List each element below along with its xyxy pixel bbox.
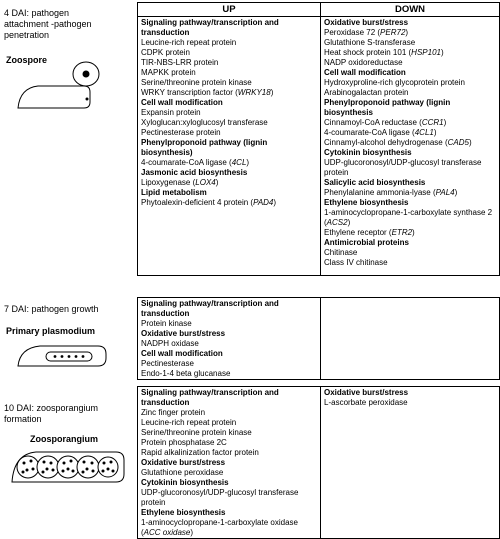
category-heading: Cell wall modification	[324, 68, 406, 77]
category-heading: Lipid metabolism	[141, 188, 207, 197]
gene-item	[141, 418, 317, 428]
gene-description: Hydroxyproline-rich glycoprotein protein	[324, 78, 465, 87]
gene-description: CDPK protein	[141, 48, 190, 57]
gene-description: Rapid alkalinization factor protein	[141, 448, 259, 457]
down-cell	[321, 387, 500, 539]
gene-item	[324, 78, 496, 88]
stage-label-line: 10 DAI: zoosporangium	[4, 403, 99, 413]
gene-item: Cinnamoyl-CoA reductase (CCR1)	[324, 118, 447, 127]
gene-description: MAPKK protein	[141, 68, 196, 77]
gene-item: Cinnamyl-alcohol dehydrogenase (CAD5)	[324, 138, 472, 147]
gene-description: 1-aminocyclopropane-1-carboxylate synthase 2	[324, 208, 493, 217]
gene-description: Xyloglucan:xyloglucosyl transferase	[141, 118, 268, 127]
gene-description: Expansin protein	[141, 108, 201, 117]
stage-label-line: attachment -pathogen	[4, 19, 92, 29]
category-heading: Oxidative burst/stress	[324, 388, 409, 397]
zoosporangia	[17, 456, 118, 478]
gene-description: NADPH oxidase	[141, 339, 199, 348]
up-cell	[138, 17, 321, 276]
gene-symbol: PER72	[380, 28, 406, 37]
gene-item: Phenylalanine ammonia-lyase (PAL4)	[324, 188, 458, 197]
gene-item	[141, 48, 317, 58]
category-heading: Oxidative burst/stress	[324, 18, 409, 27]
gene-item	[324, 158, 496, 178]
gene-description: UDP-glucoronosyl/UDP-glucosyl transferase protein	[324, 158, 482, 177]
category-heading: Signaling pathway/transcription and transduction	[141, 388, 279, 407]
stage-label-line: 7 DAI: pathogen growth	[4, 304, 99, 314]
category-heading: Signaling pathway/transcription and transduction	[141, 18, 279, 37]
header-down: DOWN	[321, 3, 500, 17]
category-heading: Ethylene biosynthesis	[324, 198, 409, 207]
gene-description: Chitinase	[324, 248, 358, 257]
gene-item	[324, 248, 496, 258]
penetration-point	[86, 98, 89, 101]
gene-symbol: ACC oxidase	[143, 528, 191, 537]
zoosporangium-illustration	[12, 448, 132, 488]
gene-description: Glutathione peroxidase	[141, 468, 224, 477]
gene-item	[141, 468, 317, 478]
gene-description: Ethylene receptor	[324, 228, 387, 237]
gene-item	[324, 88, 496, 98]
gene-item	[324, 398, 496, 408]
gene-symbol: LOX4	[195, 178, 216, 187]
gene-item	[141, 58, 317, 68]
gene-item: Ethylene receptor (ETR2)	[324, 228, 415, 237]
gene-item: Peroxidase 72 (PER72)	[324, 28, 409, 37]
gene-symbol: ACS2	[326, 218, 348, 227]
stage-label-line: formation	[4, 414, 42, 424]
gene-description: Serine/threonine protein kinase	[141, 78, 252, 87]
host-cell-outline	[18, 86, 90, 108]
gene-description: Lipoxygenase	[141, 178, 191, 187]
zoospore-nucleus	[83, 71, 90, 78]
primary-plasmodium-title: Primary plasmodium	[6, 326, 96, 336]
gene-description: UDP-glucoronosyl/UDP-glucosyl transferase protein	[141, 488, 299, 507]
gene-description: Peroxidase 72	[324, 28, 376, 37]
gene-item	[141, 438, 317, 448]
category-heading: Ethylene biosynthesis	[141, 508, 226, 517]
category-heading: Jasmonic acid biosynthesis	[141, 168, 248, 177]
gene-description: Protein phosphatase 2C	[141, 438, 227, 447]
stage-label-7dai	[4, 304, 122, 315]
down-cell	[321, 17, 500, 276]
gene-description: Cinnamyl-alcohol dehydrogenase	[324, 138, 443, 147]
primary-plasmodium-illustration	[18, 340, 128, 370]
gene-item	[141, 408, 317, 418]
gene-symbol: HSP101	[411, 48, 441, 57]
gene-item	[141, 448, 317, 458]
gene-item	[141, 319, 317, 329]
gene-item	[324, 258, 496, 268]
gene-description: Leucine-rich repeat protein	[141, 418, 237, 427]
table-header-row	[138, 3, 500, 17]
category-heading: Signaling pathway/transcription and transduction	[141, 299, 279, 318]
zoospore-title: Zoospore	[6, 55, 48, 65]
gene-symbol: CCR1	[421, 118, 444, 127]
gene-item	[141, 428, 317, 438]
gene-item	[141, 68, 317, 78]
gene-item	[141, 369, 317, 379]
gene-item: 4-coumarate-CoA ligase (4CL1)	[324, 128, 437, 137]
table-row	[138, 17, 500, 276]
gene-symbol: CAD5	[447, 138, 469, 147]
gene-item	[141, 108, 317, 118]
category-heading: Phenylproponoid pathway (lignin biosynthesis)	[141, 138, 268, 157]
gene-item	[141, 359, 317, 369]
stage-label-line: 4 DAI: pathogen	[4, 8, 70, 18]
gene-item: 1-aminocyclopropane-1-carboxylate oxidase (ACC oxidase)	[141, 518, 298, 537]
gene-description: Class IV chitinase	[324, 258, 388, 267]
category-heading: Salicylic acid biosynthesis	[324, 178, 426, 187]
gene-symbol: 4CL1	[414, 128, 434, 137]
gene-symbol: ETR2	[391, 228, 413, 237]
gene-description: Serine/threonine protein kinase	[141, 428, 252, 437]
gene-item	[141, 488, 317, 508]
gene-description: 1-aminocyclopropane-1-carboxylate oxidase	[141, 518, 298, 527]
gene-description: Phytoalexin-deficient 4 protein	[141, 198, 249, 207]
gene-item	[141, 38, 317, 48]
stage-label-line: penetration	[4, 30, 50, 40]
header-up: UP	[138, 3, 321, 17]
gene-description: Arabinogalactan protein	[324, 88, 409, 97]
category-heading: Cytokinin biosynthesis	[324, 148, 412, 157]
gene-description: Protein kinase	[141, 319, 192, 328]
category-heading: Cytokinin biosynthesis	[141, 478, 229, 487]
gene-description: Phenylalanine ammonia-lyase	[324, 188, 431, 197]
zoosporangium-title: Zoosporangium	[30, 434, 98, 444]
category-heading: Cell wall modification	[141, 349, 223, 358]
gene-item: WRKY transcription factor (WRKY18)	[141, 88, 274, 97]
gene-description: 4-coumarate-CoA ligase	[324, 128, 410, 137]
category-heading: Phenylproponoid pathway (lignin biosynthesis	[324, 98, 451, 117]
gene-item	[141, 339, 317, 349]
category-heading: Oxidative burst/stress	[141, 329, 226, 338]
gene-table-7dai	[137, 297, 500, 380]
category-heading: Antimicrobial proteins	[324, 238, 409, 247]
gene-table-4dai	[137, 2, 500, 276]
gene-description: NADP oxidoreductase	[324, 58, 403, 67]
gene-table-10dai	[137, 386, 500, 539]
table-row	[138, 298, 500, 380]
up-cell	[138, 387, 321, 539]
gene-symbol: PAL4	[435, 188, 455, 197]
gene-item: Lipoxygenase (LOX4)	[141, 178, 219, 187]
gene-description: Zinc finger protein	[141, 408, 206, 417]
gene-description: Glutathione S-transferase	[324, 38, 416, 47]
gene-symbol: PAD4	[253, 198, 274, 207]
gene-description: Leucine-rich repeat protein	[141, 38, 237, 47]
stage-label-10dai	[4, 403, 122, 425]
gene-symbol: 4CL	[231, 158, 247, 167]
stage-label-4dai	[4, 8, 122, 41]
category-heading: Oxidative burst/stress	[141, 458, 226, 467]
table-row	[138, 387, 500, 539]
zoospore-illustration	[18, 64, 128, 114]
gene-description: Cinnamoyl-CoA reductase	[324, 118, 417, 127]
gene-item: Phytoalexin-deficient 4 protein (PAD4)	[141, 198, 277, 207]
gene-description: WRKY transcription factor	[141, 88, 233, 97]
gene-item	[324, 38, 496, 48]
gene-item	[141, 128, 317, 138]
gene-item: Heat shock protein 101 (HSP101)	[324, 48, 444, 57]
gene-item	[141, 118, 317, 128]
gene-description: Pectinesterase	[141, 359, 194, 368]
gene-item	[324, 58, 496, 68]
up-cell	[138, 298, 321, 380]
gene-description: 4-coumarate-CoA ligase	[141, 158, 227, 167]
gene-description: Heat shock protein 101	[324, 48, 407, 57]
gene-item: 4-coumarate-CoA ligase (4CL)	[141, 158, 250, 167]
gene-description: Endo-1-4 beta glucanase	[141, 369, 231, 378]
category-heading: Cell wall modification	[141, 98, 223, 107]
gene-description: L-ascorbate peroxidase	[324, 398, 408, 407]
gene-item: 1-aminocyclopropane-1-carboxylate synthase 2 (ACS2)	[324, 208, 493, 227]
gene-description: TIR-NBS-LRR protein	[141, 58, 219, 67]
gene-symbol: WRKY18	[237, 88, 271, 97]
gene-description: Pectinesterase protein	[141, 128, 221, 137]
down-cell	[321, 298, 500, 380]
gene-item	[141, 78, 317, 88]
